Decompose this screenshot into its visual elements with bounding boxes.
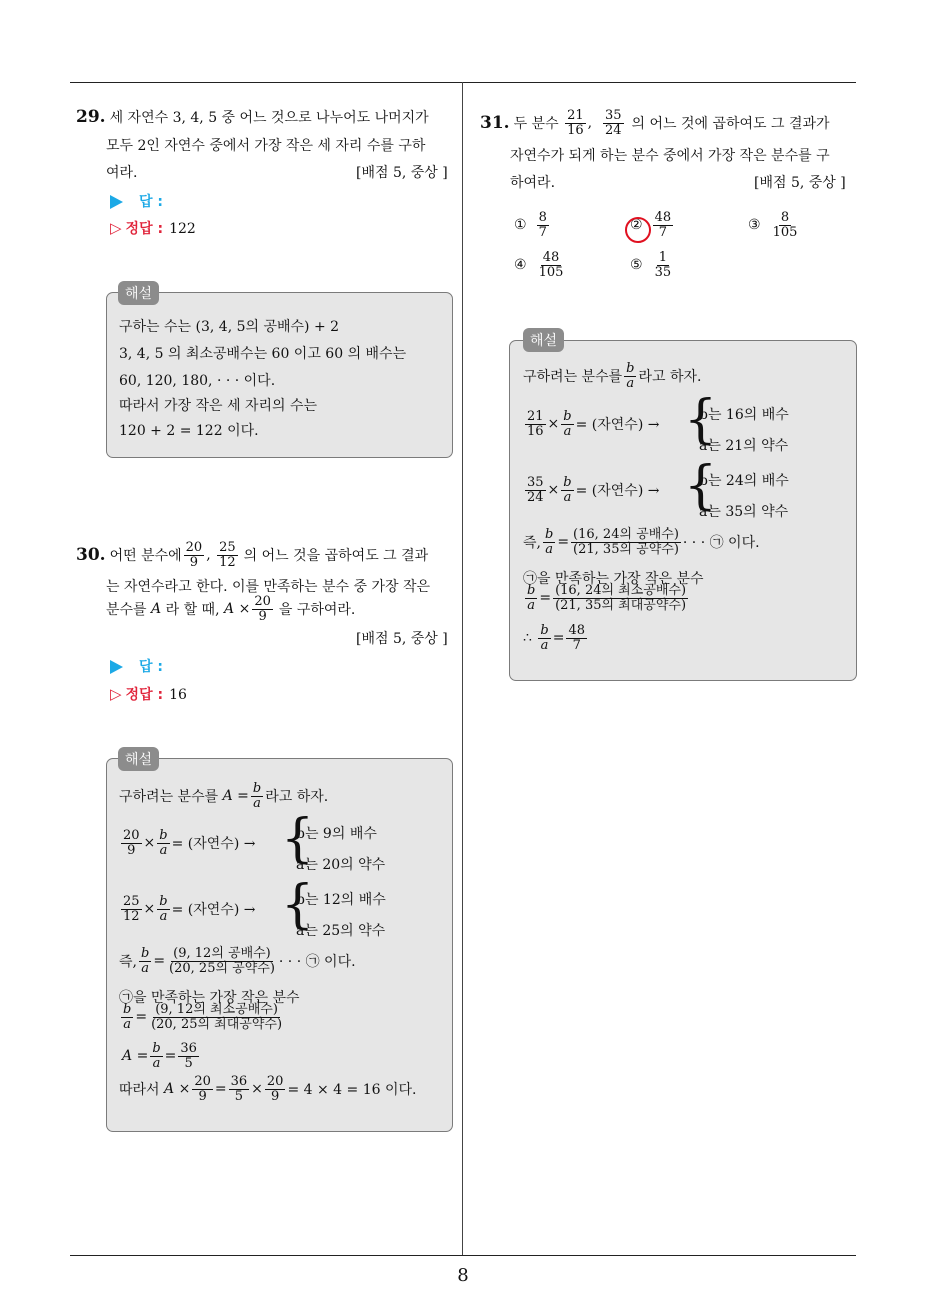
numerator: 21 [567,108,584,123]
numerator: b [252,781,262,796]
fraction [217,541,238,569]
denominator: (21, 35의 최대공약수) [555,597,687,613]
numerator: 20 [194,1074,211,1089]
q30-line-2: 는 자연수라고 한다. 이를 만족하는 분수 중 가장 작은 [106,579,431,595]
q29-answer-row [110,191,163,211]
q30-text-3d: 을 구하여라. [278,602,356,619]
page-number: 8 [457,1265,469,1286]
denominator: 5 [184,1055,193,1071]
fraction [252,595,273,623]
fraction [525,410,546,438]
numerator: b [563,475,572,490]
numerator: b [626,361,635,376]
denominator: 35 [654,264,672,280]
q31-line-2: 자연수가 되게 하는 분수 중에서 가장 작은 분수를 구 [510,148,830,164]
numerator: 21 [527,409,544,424]
equals-sign: = [557,534,570,551]
denominator: a [152,1055,161,1071]
q29-correct-value: 122 [169,221,196,237]
q29-solution-line: 60, 120, 180, · · · 이다. [119,373,276,389]
fraction [571,528,681,556]
q29-solution-line: 따라서 가장 작은 세 자리의 수는 [119,398,318,414]
numerator: b [152,1041,161,1056]
numerator: 48 [542,250,560,265]
q30-sol-final [119,1075,416,1103]
q31-solution-tag: 해설 [523,328,564,352]
equals-sign: = [214,1081,227,1098]
fraction [603,109,624,137]
outline-triangle-icon: ▷ [110,219,122,237]
denominator: a [527,597,536,613]
q31-meta: [배점 5, 중상 ] [754,175,846,191]
denominator: 7 [658,224,667,240]
q29-solution-line: 120 + 2 = 122 이다. [119,423,259,439]
numerator: 36 [180,1041,197,1056]
fraction [653,251,674,279]
denominator: a [123,1016,132,1032]
q30-correct-label: 정답 : [125,687,164,703]
left-brace: { [281,875,315,935]
q29-text-1: 세 자연수 3, 4, 5 중 어느 것으로 나누어도 나머지가 [109,110,429,126]
numerator: b [159,828,168,843]
numerator: b [527,583,536,598]
denominator: 12 [219,554,236,570]
q30-meta: [배점 5, 중상 ] [356,631,448,647]
numerator: b [563,409,572,424]
fraction [537,211,549,239]
fraction-b-over-a [561,410,573,438]
text: · · · ㉠ 이다. [682,535,760,552]
q30-text-1a: 어떤 분수에 [109,548,182,565]
q30-line-1: 30. 어떤 분수에 $\frac{20}{9}$ , $\frac{25}{12}$ 의 어느 것을 곱하여도 그 결과 [76,540,429,570]
text: 의 어느 것에 곱하여도 그 결과가 [631,116,830,133]
q30-correct-row [110,684,187,704]
numerator: 20 [266,1074,284,1089]
q31-sol-result [523,624,589,652]
text: 구하려는 분수를 [119,789,219,806]
denominator: 24 [604,122,622,138]
q31-sol-jeuk [523,528,760,556]
denominator: 9 [271,1088,280,1104]
denominator: 5 [234,1088,244,1104]
times-sign: × [143,901,156,918]
text: 따라서 [119,1082,160,1099]
numerator: 20 [185,540,203,555]
fraction [771,211,800,239]
numerator: (16, 24의 최소공배수) [555,583,687,598]
numerator: (16, 24의 공배수) [573,527,679,542]
numerator: b [544,527,554,542]
numerator: 25 [219,540,236,555]
fraction [525,476,546,504]
q30-case: a는 25의 약수 [296,923,386,939]
text: 두 분수 [513,116,559,133]
q30-answer-label: 답 : [139,659,163,675]
numerator: 35 [604,108,622,123]
fraction-b-over-a [624,362,636,390]
choice-4[interactable] [514,251,567,279]
times-sign: × [178,1081,191,1098]
fraction-b-over-a [139,947,151,975]
numerator: 8 [538,210,547,225]
play-triangle-icon [110,195,123,209]
denominator: 16 [527,423,544,439]
numerator: 20 [123,828,140,843]
column-divider [462,82,463,1255]
numerator: 1 [658,250,667,265]
q30-text-3a: 분수를 [106,602,147,619]
numerator: b [159,894,168,909]
q29-correct-row [110,218,196,238]
times-sign: × [238,601,251,618]
text: 즉, [523,535,541,552]
q29-solution-line: 3, 4, 5 의 최소공배수는 60 이고 60 의 배수는 [119,346,407,362]
numerator: 35 [527,475,544,490]
denominator: 105 [772,224,798,240]
q29-line-3: 여라. [106,165,138,181]
times-sign: × [251,1081,263,1098]
q30-solution-tag: 해설 [118,747,159,771]
q30-text-1b: 의 어느 것을 곱하여도 그 결과 [243,548,429,565]
fraction [149,1003,284,1031]
denominator: a [540,637,549,653]
outline-triangle-icon: ▷ [110,685,122,703]
choice-number: ② [630,217,643,234]
q31-case: a는 21의 약수 [699,438,789,454]
q31-case: b는 24의 배수 [699,473,789,489]
numerator: 25 [123,894,140,909]
q30-sol-eq2 [119,895,255,923]
fraction [229,1075,250,1103]
fraction-b-over-a [538,624,550,652]
numerator: 36 [230,1074,248,1089]
fraction [265,1075,286,1103]
q30-case: b는 12의 배수 [296,892,386,908]
choice-number: ⑤ [630,257,643,274]
q29-number: 29. [76,107,106,127]
q30-number: 30. [76,545,106,566]
fraction [566,624,587,652]
denominator: 105 [538,264,564,280]
choice-number: ③ [748,217,761,234]
choice-1[interactable] [514,211,551,239]
denominator: 9 [198,1088,207,1104]
top-rule [70,82,856,83]
text: = (자연수) → [171,836,256,853]
text: = 4 × 4 = 16 이다. [287,1082,417,1099]
denominator: a [141,960,150,976]
choice-number: ① [514,217,527,234]
fraction [167,947,277,975]
text: · · · ㉠ 이다. [278,954,356,971]
denominator: a [545,541,554,557]
denominator: a [253,795,261,811]
choice-number: ④ [514,257,527,274]
numerator: b [140,946,150,961]
q30-sol-eq1 [119,829,255,857]
numerator: 8 [780,210,790,225]
q30-correct-value: 16 [169,687,187,703]
q30-sol-jeuk [119,947,356,975]
fraction-b-over-a [157,895,169,923]
q31-case: a는 35의 약수 [699,504,789,520]
q30-sol-intro [119,782,328,810]
fraction [553,584,688,612]
denominator: 7 [572,637,581,653]
denominator: 16 [567,122,584,138]
fraction [178,1042,199,1070]
q30-line-3 [106,595,355,623]
numerator: (9, 12의 공배수) [173,946,271,961]
equals-sign: = [136,1048,149,1065]
text: = (자연수) → [575,483,660,500]
choice-3[interactable] [748,211,801,239]
fraction-b-over-a [525,584,537,612]
denominator: 7 [538,224,547,240]
q31-sol-intro [523,362,701,390]
fraction [121,829,142,857]
q29-answer-label: 답 : [139,194,163,210]
fraction [653,211,674,239]
fraction [192,1075,213,1103]
q31-line-3: 하여라. [510,175,556,191]
denominator: 24 [527,489,544,505]
bottom-rule [70,1255,856,1256]
equals-sign: = [164,1048,177,1065]
numerator: 48 [568,623,585,638]
q30-sol-result [122,1042,201,1070]
q29-solution-line: 구하는 수는 (3, 4, 5의 공배수) + 2 [119,319,340,335]
q30-var-a: A [151,601,162,618]
q30-case: a는 20의 약수 [296,857,386,873]
fraction-b-over-a [251,782,263,810]
q29-solution-tag: 해설 [118,281,159,305]
q31-sol-eq2 [523,476,659,504]
equals-sign: = [135,1009,148,1026]
equals-sign: = [237,788,249,805]
denominator: 9 [189,554,199,570]
q30-sol-lcm [119,1003,286,1031]
fraction-b-over-a [543,528,555,556]
q30-sol-satisfy: ㉠을 만족하는 가장 작은 분수 [119,990,300,1006]
q31-number: 31. [480,113,510,134]
q31-line-1: 31. 두 분수 $\frac{21}{16}$ , $\frac{35}{24}$ 의 어느 것에 곱하여도 그 결과가 [480,108,830,138]
denominator: 12 [123,908,140,924]
denominator: a [626,375,635,391]
denominator: 9 [258,608,267,624]
denominator: 9 [127,842,136,858]
numerator: b [123,1002,132,1017]
q31-sol-eq1 [523,410,659,438]
denominator: a [563,423,572,439]
q31-sol-lcm [523,584,690,612]
q29-meta: [배점 5, 중상 ] [356,165,448,181]
text: 구하려는 분수를 [523,369,623,386]
q29-line-1 [76,107,429,127]
therefore-sign: ∴ [523,630,532,647]
numerator: b [540,623,549,638]
var-a: A [122,1048,133,1065]
denominator: a [159,908,168,924]
denominator: (20, 25의 공약수) [169,960,275,976]
left-brace: { [684,390,718,450]
fraction [184,541,205,569]
var-a: A [222,788,233,805]
left-brace: { [684,456,718,516]
q29-line-2: 모두 2인 자연수 중에서 가장 작은 세 자리 수를 구하 [106,138,426,154]
times-sign: × [547,482,560,499]
text: 라고 하자. [638,369,702,386]
q30-answer-row [110,656,163,676]
equals-sign: = [153,953,166,970]
q31-sol-satisfy: ㉠을 만족하는 가장 작은 분수 [523,571,704,587]
q30-case: b는 9의 배수 [296,826,377,842]
choice-5[interactable] [630,251,675,279]
q30-var-a: A [224,601,235,618]
fraction [537,251,566,279]
text: = (자연수) → [171,902,256,919]
numerator: 20 [254,594,271,609]
q29-correct-label: 정답 : [125,221,164,237]
times-sign: × [143,835,156,852]
equals-sign: = [552,630,565,647]
var-a: A [164,1081,175,1098]
fraction [121,895,142,923]
denominator: (21, 35의 공약수) [573,541,679,557]
numerator: (9, 12의 최소공배수) [155,1002,278,1017]
selected-circle-mark [625,217,651,243]
times-sign: × [547,416,560,433]
text: = (자연수) → [575,417,660,434]
denominator: a [159,842,168,858]
fraction [565,109,586,137]
play-triangle-icon [110,660,123,674]
text: 라고 하자. [265,789,329,806]
q30-text-3b: 라 할 때, [165,602,220,619]
fraction-b-over-a [561,476,573,504]
denominator: (20, 25의 최대공약수) [151,1016,283,1032]
fraction-b-over-a [150,1042,162,1070]
denominator: a [563,489,572,505]
equals-sign: = [539,590,552,607]
fraction-b-over-a [121,1003,133,1031]
numerator: 48 [654,210,672,225]
left-brace: { [281,809,315,869]
fraction-b-over-a [157,829,169,857]
text: 즉, [119,954,137,971]
q31-case: b는 16의 배수 [699,407,789,423]
